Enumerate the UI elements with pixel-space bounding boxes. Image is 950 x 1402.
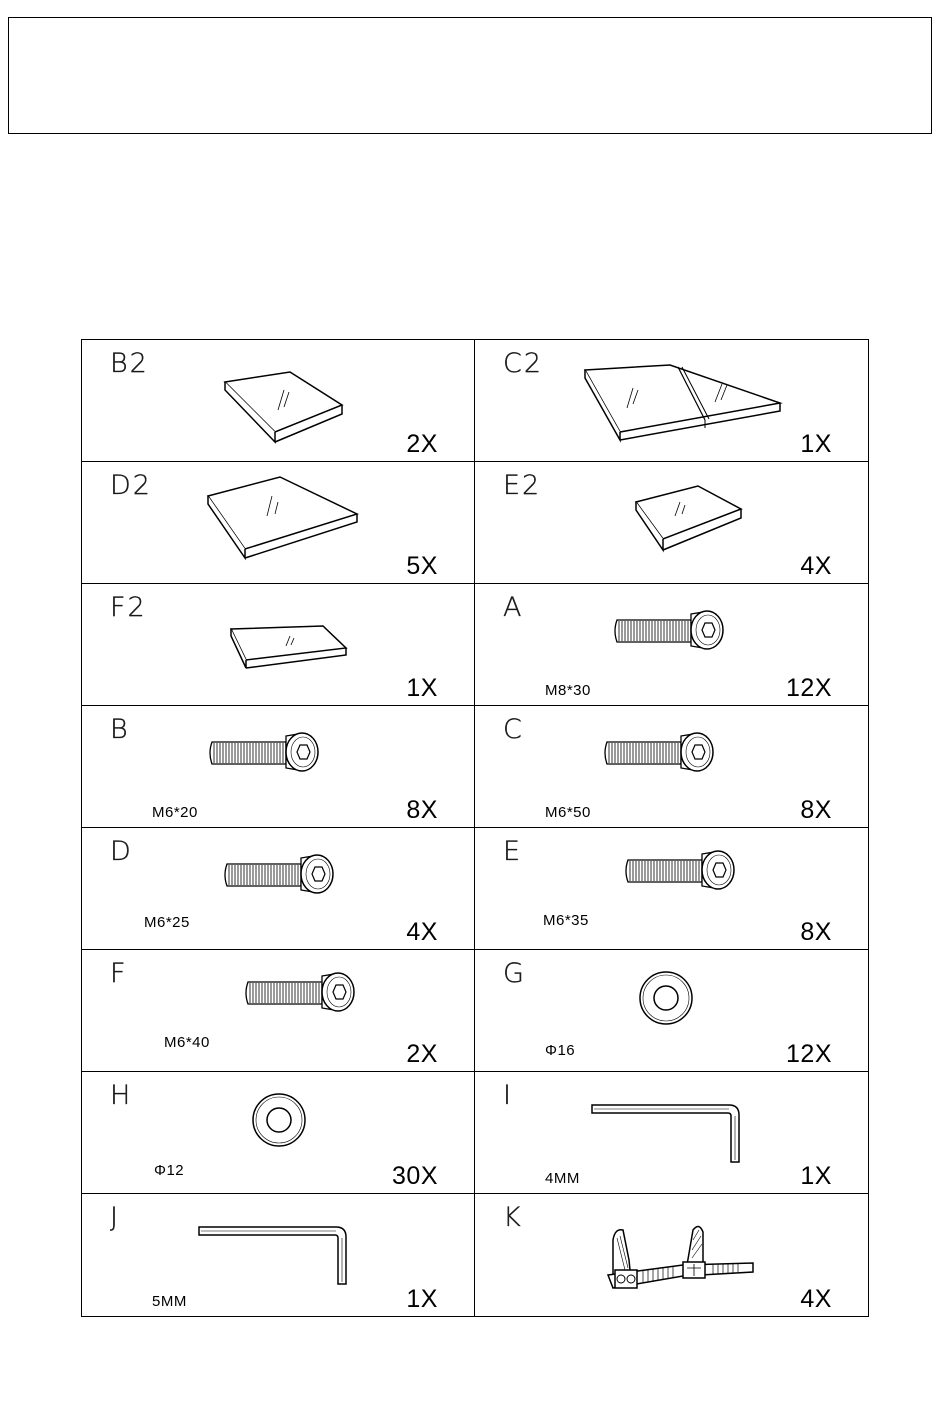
part-spec: M6*20: [152, 804, 198, 821]
part-quantity: 1X: [406, 674, 438, 702]
header-box: [8, 17, 932, 134]
part-spec: M8*30: [545, 682, 591, 699]
glass-panel-icon: [220, 370, 350, 450]
part-cell-k: [475, 1194, 868, 1316]
part-code: K: [503, 1202, 523, 1233]
part-quantity: 30X: [392, 1162, 438, 1190]
part-cell-c2: [475, 340, 868, 462]
part-code: B2: [110, 348, 149, 379]
allen-key-icon: [589, 1102, 744, 1167]
part-spec: 4MM: [545, 1170, 580, 1187]
glass-panel-double-icon: [580, 360, 790, 445]
part-cell-b: [82, 706, 475, 828]
part-quantity: 8X: [800, 796, 832, 824]
part-cell-g: [475, 950, 868, 1072]
part-cell-b2: [82, 340, 475, 462]
part-code: G: [503, 958, 526, 989]
part-cell-d: [82, 828, 475, 950]
parts-table: [81, 339, 869, 1317]
part-code: D2: [110, 470, 152, 501]
washer-icon: [638, 970, 698, 1030]
part-quantity: 12X: [786, 674, 832, 702]
washer-icon: [251, 1092, 311, 1152]
part-cell-e2: [475, 462, 868, 584]
part-code: J: [110, 1202, 120, 1233]
part-cell-d2: [82, 462, 475, 584]
part-spec: 5MM: [152, 1293, 187, 1310]
part-quantity: 12X: [786, 1040, 832, 1068]
part-spec: M6*25: [144, 914, 190, 931]
part-quantity: 4X: [800, 552, 832, 580]
part-spec: Φ12: [154, 1162, 185, 1179]
part-quantity: 4X: [406, 918, 438, 946]
part-code: B: [110, 714, 130, 745]
glass-clamp-icon: [603, 1220, 763, 1300]
glass-strip-icon: [228, 624, 353, 674]
part-code: C2: [503, 348, 544, 379]
part-spec: Φ16: [545, 1042, 576, 1059]
part-code: I: [503, 1080, 513, 1111]
glass-panel-icon: [633, 484, 748, 559]
part-quantity: 5X: [406, 552, 438, 580]
part-spec: M6*50: [545, 804, 591, 821]
hex-bolt-icon: [622, 848, 742, 892]
part-code: D: [110, 836, 133, 867]
part-cell-f: [82, 950, 475, 1072]
part-code: F2: [110, 592, 147, 623]
part-quantity: 1X: [406, 1285, 438, 1313]
hex-bolt-icon: [601, 730, 721, 774]
part-cell-j: [82, 1194, 475, 1316]
part-code: A: [503, 592, 524, 623]
glass-panel-icon: [205, 474, 365, 564]
part-code: F: [110, 958, 128, 989]
part-code: E2: [503, 470, 542, 501]
part-quantity: 8X: [800, 918, 832, 946]
part-quantity: 2X: [406, 430, 438, 458]
part-quantity: 4X: [800, 1285, 832, 1313]
part-quantity: 2X: [406, 1040, 438, 1068]
part-quantity: 1X: [800, 430, 832, 458]
part-spec: M6*40: [164, 1034, 210, 1051]
part-code: H: [110, 1080, 133, 1111]
part-spec: M6*35: [543, 912, 589, 929]
part-cell-e: [475, 828, 868, 950]
part-quantity: 1X: [800, 1162, 832, 1190]
part-cell-a: [475, 584, 868, 706]
part-cell-i: [475, 1072, 868, 1194]
part-code: C: [503, 714, 524, 745]
part-cell-h: [82, 1072, 475, 1194]
part-cell-f2: [82, 584, 475, 706]
part-quantity: 8X: [406, 796, 438, 824]
hex-bolt-icon: [206, 730, 326, 774]
hex-bolt-icon: [221, 852, 341, 896]
part-cell-c: [475, 706, 868, 828]
part-code: E: [503, 836, 523, 867]
allen-key-icon: [196, 1224, 351, 1289]
hex-bolt-icon: [611, 608, 731, 652]
hex-bolt-icon: [242, 970, 362, 1014]
